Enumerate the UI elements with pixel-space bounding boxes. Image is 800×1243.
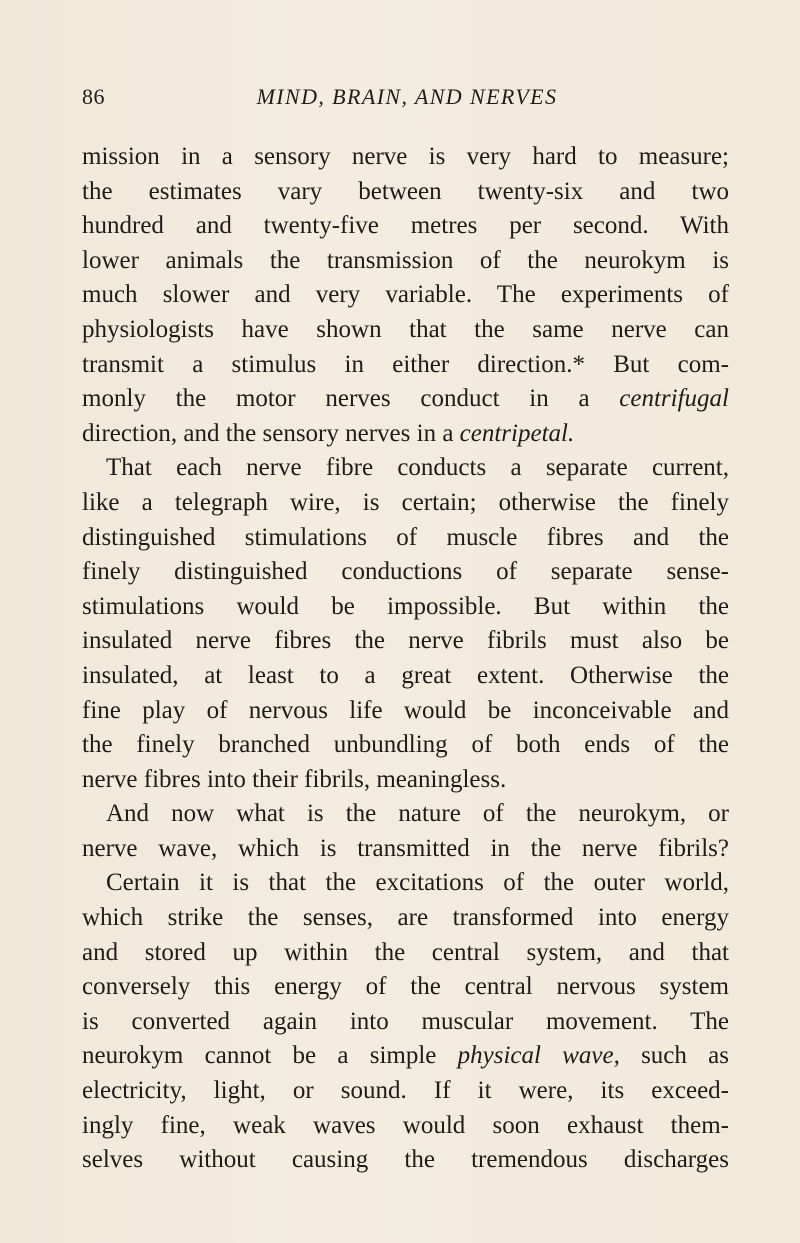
text-line: like a telegraph wire, is certain; otherwise the finely bbox=[82, 488, 729, 516]
text-line: electricity, light, or sound. If it were, its exceed- bbox=[82, 1077, 729, 1105]
text-line: hundred and twenty-five metres per second. With bbox=[82, 212, 729, 240]
page-number: 86 bbox=[82, 84, 105, 109]
italic-word: centripetal. bbox=[459, 419, 575, 447]
text-line: insulated, at least to a great extent. Otherwise the bbox=[82, 661, 729, 689]
text-line: finely distinguished conductions of separate sense- bbox=[82, 558, 729, 586]
text-line: physiologists have shown that the same nerve can bbox=[82, 315, 729, 343]
text-line: conversely this energy of the central nervous system bbox=[82, 973, 729, 1001]
text-line: nerve wave, which is transmitted in the nerve fibrils? bbox=[82, 834, 729, 862]
text-line: distinguished stimulations of muscle fibres and the bbox=[82, 523, 729, 551]
text-line: nerve fibres into their fibrils, meaningless. bbox=[82, 765, 507, 793]
text-line: selves without causing the tremendous discharges bbox=[82, 1146, 729, 1174]
italic-word: physical wave, bbox=[457, 1042, 620, 1070]
text-line: transmit a stimulus in either direction.* But com- bbox=[82, 350, 729, 378]
text-line: which strike the senses, are transformed into energy bbox=[82, 904, 729, 932]
text-line: much slower and very variable. The experiments of bbox=[82, 281, 729, 309]
text-line: is converted again into muscular movement. The bbox=[82, 1007, 729, 1035]
page-header bbox=[82, 84, 732, 116]
text-line: neurokym cannot be a simple physical wave, such as bbox=[82, 1042, 729, 1070]
text-line: fine play of nervous life would be inconceivable and bbox=[82, 696, 729, 724]
body-text bbox=[82, 140, 729, 1178]
text-line: Certain it is that the excitations of the outer world, bbox=[106, 869, 729, 897]
text-line: direction, and the sensory nerves in a centripetal. bbox=[82, 419, 575, 447]
text-line: and stored up within the central system, and that bbox=[82, 938, 729, 966]
text-line: the finely branched unbundling of both ends of the bbox=[82, 731, 729, 759]
running-title: MIND, BRAIN, AND NERVES bbox=[256, 84, 558, 109]
italic-word: centrifugal bbox=[619, 385, 729, 413]
text-line: That each nerve fibre conducts a separate current, bbox=[106, 454, 729, 482]
text-line: monly the motor nerves conduct in a centrifugal bbox=[82, 385, 729, 413]
text-line: the estimates vary between twenty-six and two bbox=[82, 177, 729, 205]
text-line: mission in a sensory nerve is very hard to measure; bbox=[82, 143, 729, 170]
text-line: ingly fine, weak waves would soon exhaust them- bbox=[82, 1111, 729, 1139]
text-line: lower animals the transmission of the neurokym is bbox=[82, 246, 729, 274]
text-line: insulated nerve fibres the nerve fibrils must also be bbox=[82, 627, 729, 655]
text-line: stimulations would be impossible. But within the bbox=[82, 592, 729, 620]
text-line: And now what is the nature of the neurokym, or bbox=[106, 800, 729, 828]
